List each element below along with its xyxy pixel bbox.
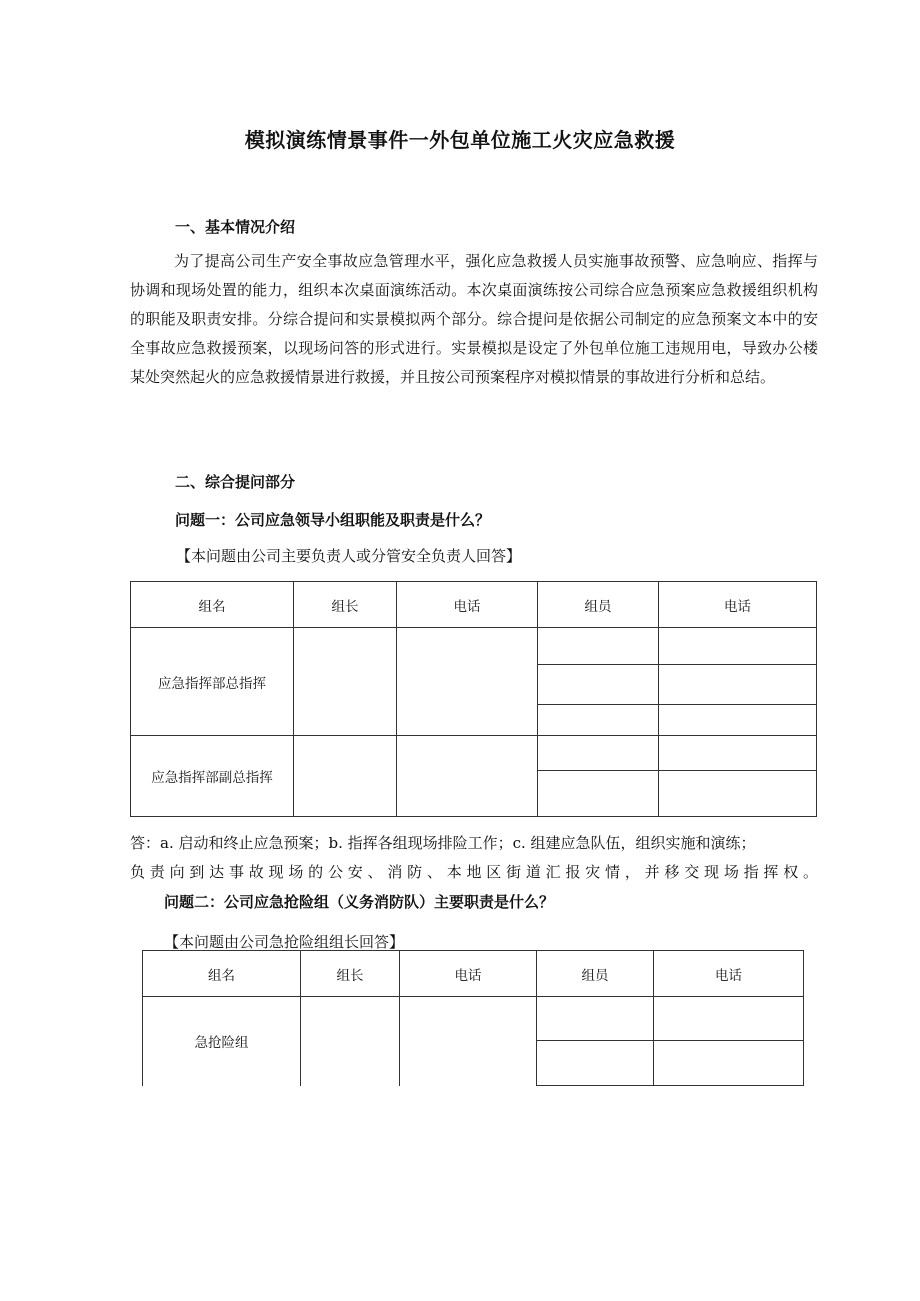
- cell-empty: [654, 997, 804, 1041]
- section1-heading: 一、基本情况介绍: [175, 218, 296, 236]
- header-phone: 电话: [397, 582, 538, 628]
- table-q2: [142, 950, 804, 1086]
- table-q1: [130, 581, 817, 817]
- cell-empty: [397, 628, 538, 736]
- cell-empty: [400, 997, 537, 1086]
- cell-empty: [537, 1041, 654, 1086]
- header-group-name: 组名: [143, 951, 301, 997]
- cell-empty: [538, 665, 659, 705]
- question1-answer: [130, 829, 818, 887]
- page-title: 模拟演练情景事件一外包单位施工火灾应急救援: [244, 128, 676, 152]
- cell-empty: [659, 771, 817, 817]
- header-group-name: 组名: [131, 582, 294, 628]
- cell-empty: [397, 736, 538, 817]
- cell-empty: [659, 736, 817, 771]
- header-leader: 组长: [294, 582, 397, 628]
- cell-empty: [654, 1041, 804, 1086]
- header-leader: 组长: [301, 951, 400, 997]
- cell-empty: [659, 665, 817, 705]
- table-header-row: [131, 582, 817, 628]
- row-deputy-commander: 应急指挥部副总指挥: [131, 736, 294, 817]
- cell-empty: [538, 736, 659, 771]
- row-commander: 应急指挥部总指挥: [131, 628, 294, 736]
- section2-heading: 二、综合提问部分: [175, 473, 296, 491]
- cell-empty: [538, 771, 659, 817]
- cell-empty: [301, 997, 400, 1086]
- question2-note: 【本问题由公司急抢险组组长回答】: [164, 933, 405, 951]
- question1: 问题一：公司应急领导小组职能及职责是什么？: [175, 511, 491, 529]
- question1-note: 【本问题由公司主要负责人或分管安全负责人回答】: [176, 547, 522, 565]
- answer-line2: 负责向到达事故现场的公安、消防、本地区街道汇报灾情，并移交现场指挥权。: [130, 863, 818, 881]
- header-member: 组员: [538, 582, 659, 628]
- table-row: [131, 628, 817, 665]
- cell-empty: [538, 705, 659, 736]
- question2: 问题二：公司应急抢险组（义务消防队）主要职责是什么？: [164, 893, 555, 911]
- header-member-phone: 电话: [659, 582, 817, 628]
- cell-empty: [659, 705, 817, 736]
- header-phone: 电话: [400, 951, 537, 997]
- answer-line1: 答：a. 启动和终止应急预案；b. 指挥各组现场排险工作；c. 组建应急队伍，组织实施和演练；: [130, 834, 756, 852]
- row-rescue-team: 急抢险组: [143, 997, 301, 1086]
- header-member: 组员: [537, 951, 654, 997]
- table-row: [131, 736, 817, 771]
- table-row: [143, 997, 804, 1041]
- cell-empty: [538, 628, 659, 665]
- table-header-row: [143, 951, 804, 997]
- cell-empty: [294, 736, 397, 817]
- section1-paragraph: 为了提高公司生产安全事故应急管理水平，强化应急救援人员实施事故预警、应急响应、指挥与协调和现场处置的能力，组织本次桌面演练活动。本次桌面演练按公司综合应急预案应急救援组织机构的职能及职责安排。分综合提问和实景模拟两个部分。综合提问是依据公司制定的应急预案文本中的安全事故应急救援预案，以现场问答的形式进行。实景模拟是设定了外包单位施工违规用电，导致办公楼某处突然起火的应急救援情景进行救援，并且按公司预案程序对模拟情景的事故进行分析和总结。: [130, 252, 818, 386]
- cell-empty: [537, 997, 654, 1041]
- cell-empty: [294, 628, 397, 736]
- cell-empty: [659, 628, 817, 665]
- header-member-phone: 电话: [654, 951, 804, 997]
